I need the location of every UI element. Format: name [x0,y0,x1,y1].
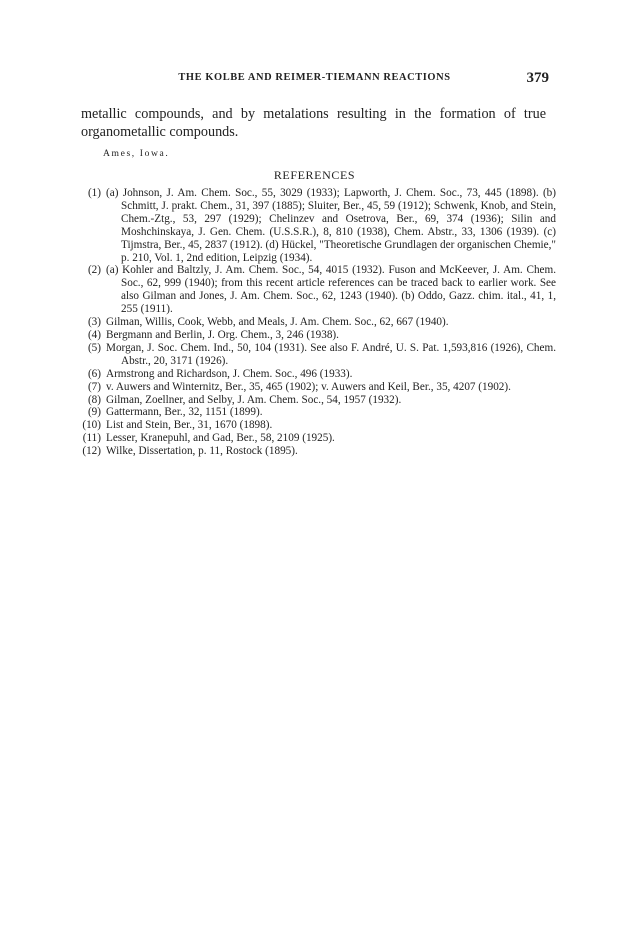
reference-number: (3) [87,316,101,329]
page-header [0,70,629,90]
reference-item [81,368,556,381]
reference-text: Gilman, Willis, Cook, Webb, and Meals, J. Am. Chem. Soc., 62, 667 (1940). [106,316,449,329]
author-affiliation: Ames, Iowa. [103,148,170,159]
reference-number: (1) [87,187,101,199]
reference-item [81,419,556,432]
reference-text: Lesser, Kranepuhl, and Gad, Ber., 58, 2109 (1925). [106,432,335,445]
running-title: THE KOLBE AND REIMER-TIEMANN REACTIONS [178,72,451,83]
references-heading: REFERENCES [273,168,356,182]
reference-text: List and Stein, Ber., 31, 1670 (1898). [106,419,273,432]
reference-item [81,406,556,419]
reference-item [81,445,556,458]
reference-number: (7) [87,380,101,393]
reference-text: Armstrong and Richardson, J. Chem. Soc., 496 (1933). [106,367,353,380]
body-paragraph: metallic compounds, and by metalations resulting in the formation of true organometallic compounds. [81,106,546,140]
reference-item [81,329,556,342]
reference-number: (2) [87,264,101,277]
reference-text: v. Auwers and Winternitz, Ber., 35, 465 (1902); v. Auwers and Keil, Ber., 35, 4207 (1902). [106,380,511,393]
reference-text: Gilman, Zoellner, and Selby, J. Am. Chem. Soc., 54, 1957 (1932). [106,393,402,406]
reference-number: (12) [82,445,101,458]
reference-list [81,187,556,458]
reference-number: (8) [87,393,101,406]
reference-item [81,342,556,368]
reference-item [81,264,556,316]
reference-item [81,432,556,445]
reference-text: (a) Kohler and Baltzly, J. Am. Chem. Soc., 54, 4015 (1932). Fuson and McKeever, J. Am. Chem. Soc., 62, 999 (1940); from this recent article references can be traced back to earlier work. See also Gilman and Jones, J. Am. Chem. Soc., 62, 1243 (1940). (b) Oddo, Gazz. chim. ital., 41, 1, 255 (1911). [106,264,556,316]
reference-text: Wilke, Dissertation, p. 11, Rostock (1895). [106,445,298,458]
page-number: 379 [526,70,549,86]
reference-item [81,381,556,394]
reference-number: (4) [87,328,101,341]
reference-text: Bergmann and Berlin, J. Org. Chem., 3, 246 (1938). [106,328,339,341]
reference-item [81,394,556,407]
reference-number: (9) [87,406,101,419]
reference-text: Gattermann, Ber., 32, 1151 (1899). [106,406,263,419]
reference-number: (10) [82,419,101,432]
reference-text: Morgan, J. Soc. Chem. Ind., 50, 104 (1931). See also F. André, U. S. Pat. 1,593,816 (1926), Chem. Abstr., 20, 3171 (1926). [106,341,556,367]
reference-number: (6) [87,367,101,380]
reference-number: (5) [87,341,101,354]
reference-number: (11) [82,432,101,445]
reference-text: (a) Johnson, J. Am. Chem. Soc., 55, 3029 (1933); Lapworth, J. Chem. Soc., 73, 445 (1898). (b) Schmitt, J. prakt. Chem., 31, 397 (1885); Sluiter, Ber., 45, 59 (1912); Schwenk, Knob, and Stein, Chem.-Ztg., 53, 297 (1929); Chelinzev and Osetrova, Ber., 69, 374 (1936); Silin and Moshchinskaya, J. Gen. Chem. (U.S.S.R.), 8, 810 (1938), Chem. Abstr., 33, 1306 (1939). (c) Tijmstra, Ber., 45, 2837 (1912). (d) Hückel, "Theoretische Grundlagen der organischen Chemie," p. 210, Vol. 1, 2nd edition, Leipzig (1934). [106,187,556,264]
reference-item [81,316,556,329]
reference-item [81,187,556,264]
